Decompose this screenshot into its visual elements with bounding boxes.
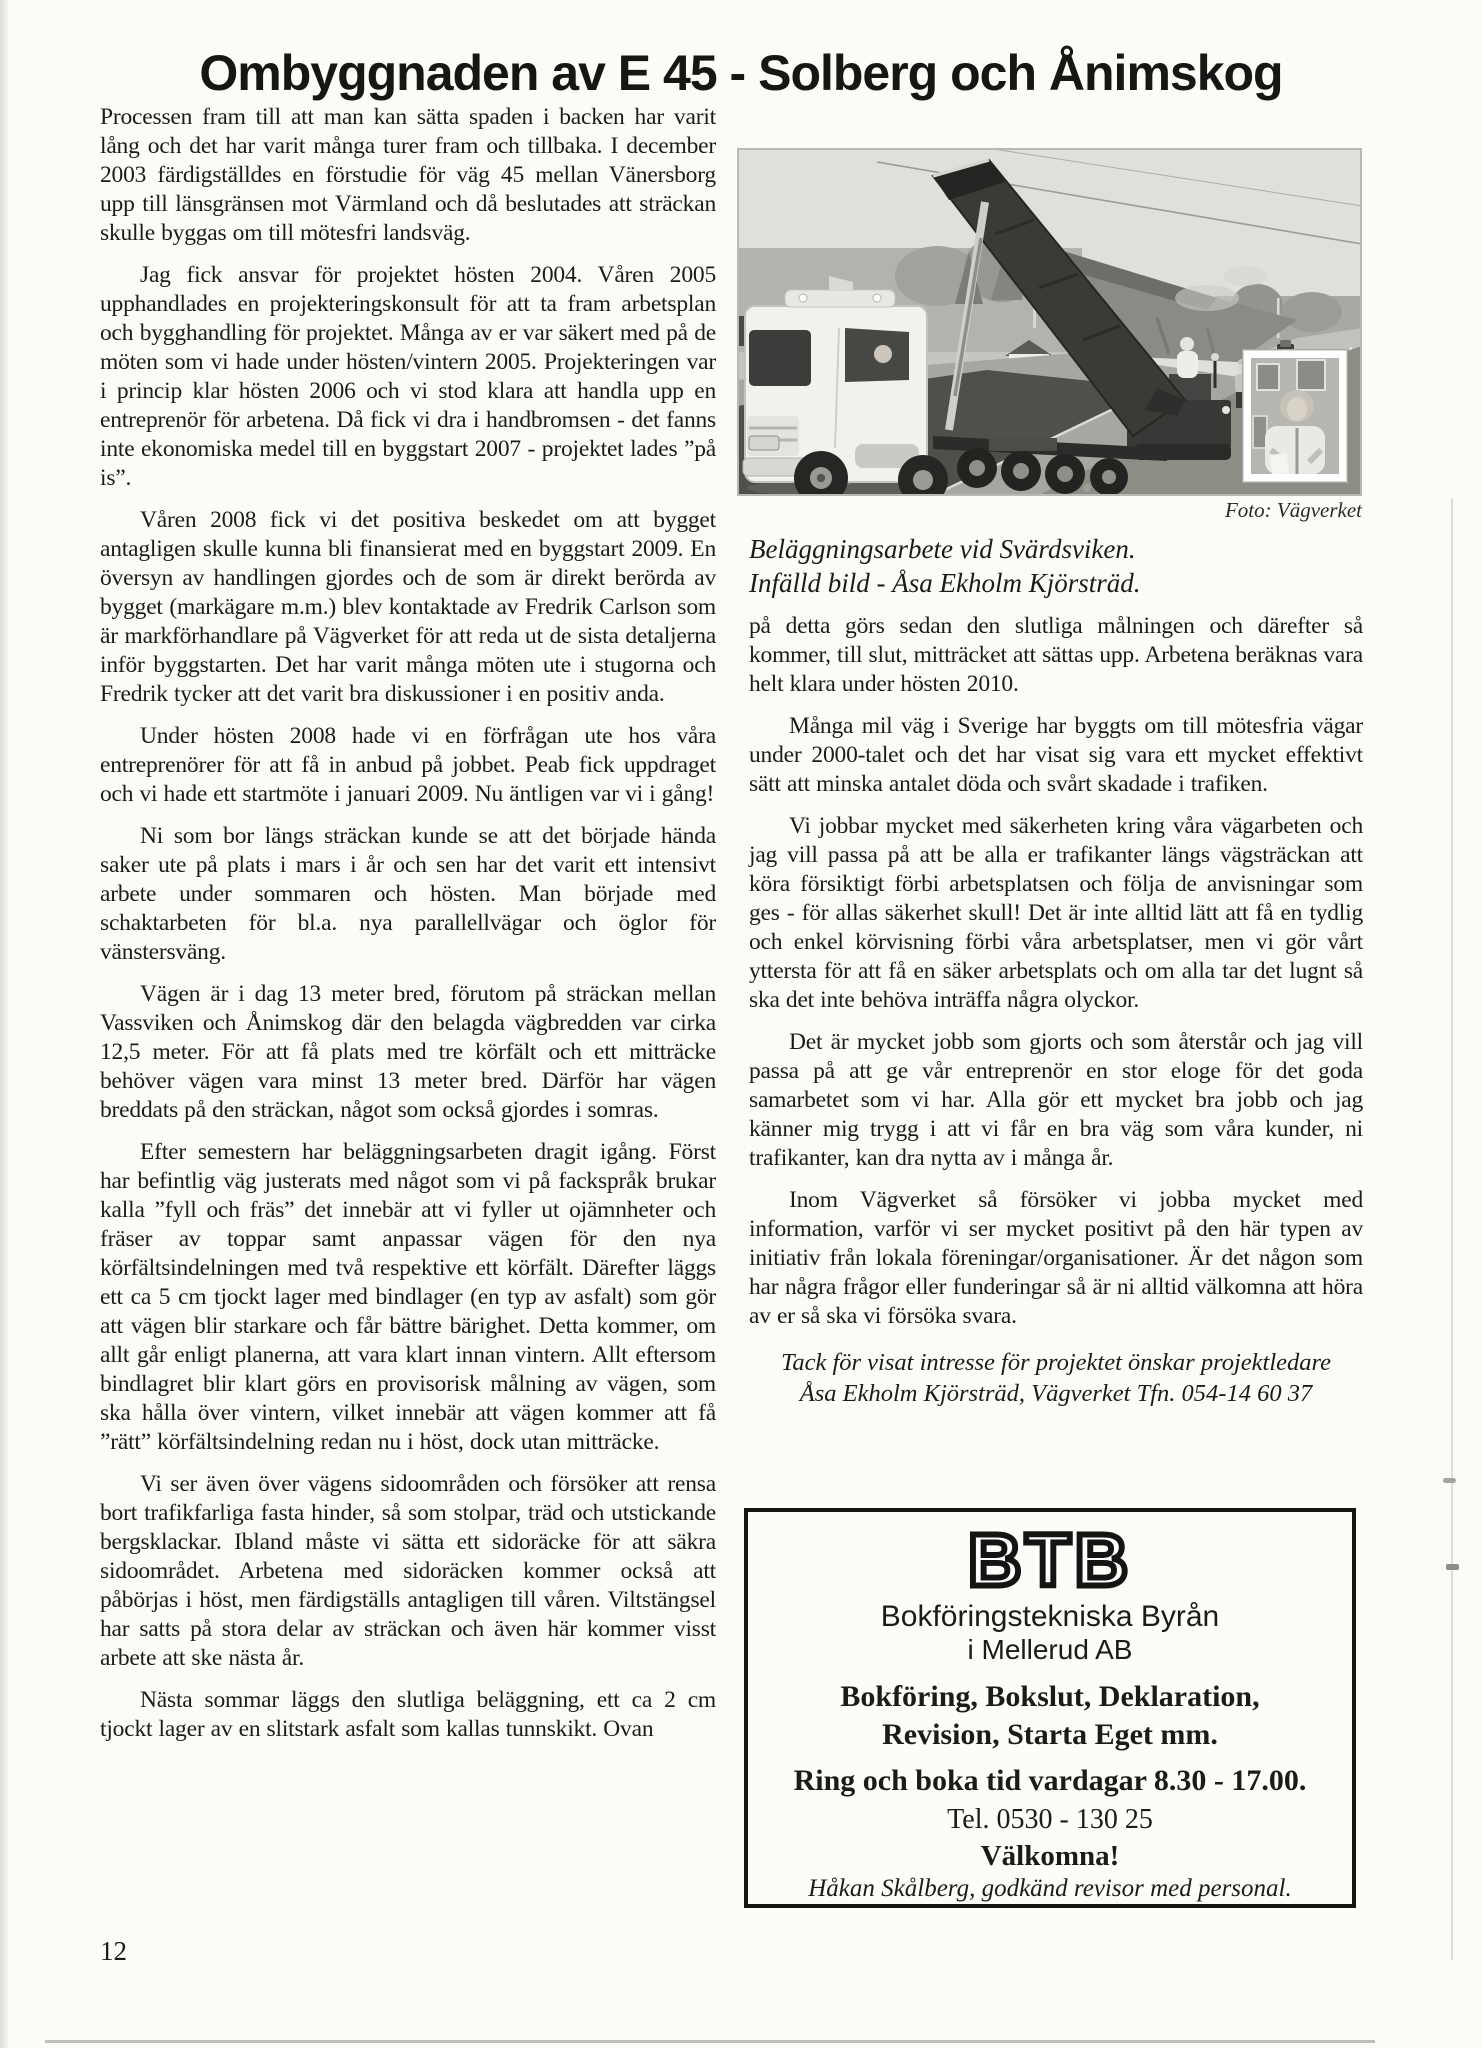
btb-advertisement: [744, 1508, 1356, 1908]
signoff-line: Åsa Ekholm Kjörsträd, Vägverket Tfn. 054-14 60 37: [799, 1380, 1313, 1407]
window: [1253, 416, 1267, 448]
paragraph: Efter semestern har beläggningsarbeten dragit igång. Först har befintlig väg justerats med något som vi på fackspråk brukar kalla ”fyll och fräs” det innebär att vi fyller ut ojämnheter och fräser av toppar samt anpassar vägen för den nya körfältsindelningen med två respektive ett körfält. Därefter läggs ett ca 5 cm tjockt lager med bindlager (en typ av asfalt) som gör att vägen blir starkare och får bättre bärighet. Detta kommer, om allt går enligt planerna, att vara klart innan vintern. Allt eftersom bindlagret blir klart görs en provisorisk målning av vägen, som ska hålla över vintern, vilket innebär att vägen kommer att få ”rätt” körfältsindelning redan nu i höst, dock utan mitträcke.: [100, 1139, 716, 1455]
paragraph: Inom Vägverket så försöker vi jobba mycket med information, varför vi ser mycket positivt på den här typen av initiativ från lokala föreningar/organisationer. Är det någon som har några frågor eller funderingar så är ni alltid välkomna att höra av er så ska vi försöka svara.: [749, 1187, 1363, 1329]
steam: [1175, 285, 1239, 311]
paragraph: Ni som bor längs sträckan kunde se att det började hända saker ute på plats i mars i år och sen har det varit ett intensivt arbete under sommaren och hösten. Man började med schaktarbeten för bl.a. nya parallellvägar och öglor för vänstersväng.: [100, 823, 716, 965]
ad-person-name: Håkan Skålberg, godkänd revisor med personal.: [808, 1875, 1292, 1902]
portrait-inset: [1243, 350, 1347, 482]
photo-caption: [749, 532, 1365, 600]
scan-edge-left: [0, 0, 8, 2048]
paragraph: Nästa sommar läggs den slutliga beläggning, ett ca 2 cm tjockt lager av en slitstark asfalt som kallas tunnskikt. Ovan: [100, 1687, 716, 1742]
scan-artifact-mark: [1443, 1478, 1456, 1483]
signoff-line: Tack för visat intresse för projektet önskar projektledare: [780, 1349, 1332, 1376]
paragraph: på detta görs sedan den slutliga målningen och därefter så kommer, till slut, mitträcket att sättas upp. Arbetena beräknas vara helt klara under hösten 2010.: [749, 613, 1363, 697]
photo-credit: Foto: Vägverket: [1224, 498, 1362, 522]
photo-caption-line: Beläggningsarbete vid Svärdsviken.: [749, 534, 1136, 564]
ad-phone-number: Tel. 0530 - 130 25: [947, 1804, 1153, 1835]
window: [1297, 360, 1325, 390]
ad-welcome-text: Välkomna!: [980, 1840, 1120, 1872]
steam: [1223, 266, 1267, 286]
btb-logo: [900, 1522, 1200, 1600]
page-number: 12: [100, 1936, 127, 1966]
truck-cab: [737, 276, 948, 496]
btb-logo-text: BTB: [967, 1522, 1133, 1600]
paragraph: Många mil väg i Sverige har byggts om till mötesfria vägar under 2000-talet och det har visat sig vara ett mycket effektivt sätt att minska antalet döda och svårt skadade i trafiken.: [749, 713, 1363, 797]
scan-artifact-mark: [1446, 1564, 1459, 1570]
ad-org-city: i Mellerud AB: [967, 1634, 1133, 1665]
paragraph: Processen fram till att man kan sätta spaden i backen har varit lång och det har varit många turer fram och tillbaka. I december 2003 färdigställdes en förstudie för väg 45 mellan Vänersborg upp till länsgränsen mot Värmland och då beslutades att sträckan skulle byggas om till mötesfri landsväg.: [100, 104, 716, 246]
ad-services-line: Revision, Starta Eget mm.: [882, 1718, 1218, 1751]
paragraph: Jag fick ansvar för projektet hösten 2004. Våren 2005 upphandlades en projekteringskonsult för att ta fram arbetsplan och bygghandling för projektet. Många av er var säkert med på de möten som vi hade under hösten/vintern 2005. Projekteringen var i princip klar hösten 2006 och vi stod klara att handla upp en entreprenör för arbetena. Då fick vi dra i handbromsen - det fanns inte ekonomiska medel till en byggstart 2007 - projektet lades ”på is”.: [100, 262, 716, 491]
paragraph: Vägen är i dag 13 meter bred, förutom på sträckan mellan Vassviken och Ånimskog där den belagda vägbredden var cirka 12,5 meter. För att få plats med tre körfält och ett mitträcke behöver vägen vara minst 13 meter bred. Därför har vägen breddats på den sträckan, något som också gjordes i somras.: [100, 981, 716, 1123]
paragraph: Under hösten 2008 hade vi en förfrågan ute hos våra entreprenörer för att få in anbud på jobbet. Peab fick uppdraget och vi hade ett startmöte i januari 2009. Nu äntligen var vi i gång!: [100, 723, 716, 807]
paragraph: Vi ser även över vägens sidoområden och försöker att rensa bort trafikfarliga fasta hinder, så som stolpar, träd och utstickande bergsklackar. Ibland måste vi sätta ett sidoräcke för att säkra sidoområdet. Arbetena med sidoräcken kommer också att påbörjas i höst, men färdigställs antagligen till våren. Viltstängsel har satts på stora delar av sträckan och även här kommer visst arbete att ske nästa år.: [100, 1471, 716, 1671]
ad-org-name: Bokföringstekniska Byrån: [880, 1600, 1220, 1633]
window: [1257, 364, 1279, 390]
paragraph: Det är mycket jobb som gjorts och som återstår och jag vill passa på att ge vår entreprenör en stor eloge för det goda samarbetet som vi har. Alla gör ett mycket bra jobb och jag känner mig trygg i att vi får en bra väg som våra kunder, ni trafikanter, kan dra nytta av i många år.: [749, 1029, 1363, 1171]
scan-artifact-bottom-line: [45, 2040, 1375, 2043]
left-column: [100, 103, 716, 1744]
signoff: [749, 1347, 1363, 1409]
ad-services: [840, 1678, 1259, 1754]
paragraph: Våren 2008 fick vi det positiva beskedet om att bygget antagligen skulle kunna bli finansierat med en byggstart 2009. En översyn av handlingen gjordes och de som är direkt berörda av bygget (markägare m.m.) blev kontaktade av Fredrik Carlson som är markförhandlare på Vägverket för att reda ut de sista detaljerna inför byggstarten. Det har varit många möten ute i stugorna och Fredrik tycker att det varit bra diskussioner i en positiv anda.: [100, 507, 716, 707]
paragraph: Vi jobbar mycket med säkerheten kring våra vägarbeten och jag vill passa på att be alla er trafikanter längs vägsträckan att köra försiktigt förbi arbetsplatsen och följa de anvisningar som ges - för allas säkerhet skull! Det är inte alltid lätt att få en tydlig och enkel körvisning förbi våra arbetsplatser, men vi gör vårt yttersta för att få en säker arbetsplats och om alla tar det lugnt så ska det inte behöva inträffa några olyckor.: [749, 813, 1363, 1013]
scan-artifact-right-line: [1451, 498, 1453, 1960]
right-column: [749, 612, 1363, 1409]
portrait-inset-illustration: [1251, 358, 1339, 474]
roadwork-photo: [737, 148, 1362, 496]
ad-booking-hours: Ring och boka tid vardagar 8.30 - 17.00.: [793, 1764, 1307, 1797]
photo-caption-line: Infälld bild - Åsa Ekholm Kjörsträd.: [749, 568, 1141, 598]
ad-services-line: Bokföring, Bokslut, Deklaration,: [840, 1680, 1260, 1713]
page-title: Ombyggnaden av E 45 - Solberg och Ånimskog: [199, 45, 1283, 101]
